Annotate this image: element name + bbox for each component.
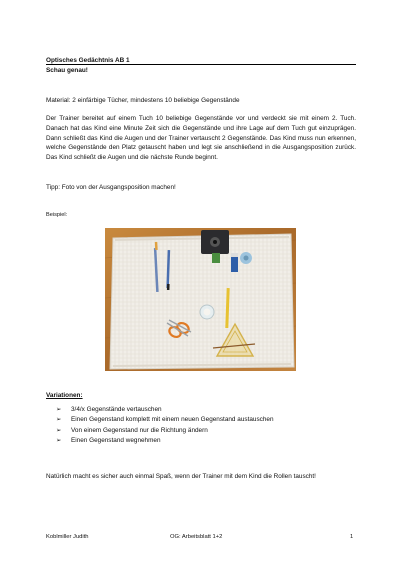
- arrow-bullet-icon: ➢: [56, 437, 62, 445]
- material-line: Material: 2 einfärbige Tücher, mindestens 10 beliebige Gegenstände: [46, 97, 240, 104]
- tip-line: Tipp: Foto von der Ausgangsposition machen!: [46, 184, 176, 191]
- example-photo-image: [105, 228, 296, 371]
- footer-author: Koblmiller Judith: [46, 534, 89, 540]
- variations-list: [56, 405, 274, 447]
- footer-subject: OG: Arbeitsblatt 1+2: [170, 534, 223, 540]
- list-item: [56, 426, 274, 436]
- variation-text: 3/4/x Gegenstände vertauschen: [71, 406, 162, 413]
- list-item: [56, 415, 274, 425]
- arrow-bullet-icon: ➢: [56, 416, 62, 424]
- footer-page-number: 1: [350, 534, 354, 540]
- variation-text: Von einem Gegenstand nur die Richtung ändern: [71, 426, 208, 434]
- example-label: Beispiel:: [46, 212, 68, 218]
- variation-text: Einen Gegenstand wegnehmen: [71, 437, 161, 445]
- arrow-bullet-icon: ➢: [56, 406, 62, 413]
- example-photo: [105, 228, 296, 371]
- closing-paragraph: Natürlich macht es sicher auch einmal Spaß, wenn der Trainer mit dem Kind die Rollen tauscht!: [46, 473, 316, 480]
- intro-paragraph: Der Trainer bereitet auf einem Tuch 10 beliebige Gegenstände vor und verdeckt sie mit einem 2. Tuch. Danach hat das Kind eine Minute Zeit sich die Gegenstände und ihre Lage auf dem Tuch gut einzuprägen. Dann schließt das Kind die Augen und der Trainer vertauscht 2 Gegenstände. Das Kind muss nun erkennen, welche Gegenstände den Platz getauscht haben und legt sie anschließend in die Ausgangsposition zurück. Das Kind schließt die Augen und die nächste Runde beginnt.: [46, 115, 356, 162]
- page-heading: Schau genau!: [46, 67, 88, 74]
- document-title: Optisches Gedächtnis AB 1: [46, 57, 130, 64]
- variations-heading: Variationen:: [46, 392, 83, 399]
- list-item: [56, 436, 274, 446]
- arrow-bullet-icon: ➢: [56, 426, 62, 434]
- list-item: [56, 405, 274, 415]
- title-divider: [46, 64, 356, 65]
- variation-text: Einen Gegenstand komplett mit einem neuen Gegenstand austauschen: [71, 416, 274, 424]
